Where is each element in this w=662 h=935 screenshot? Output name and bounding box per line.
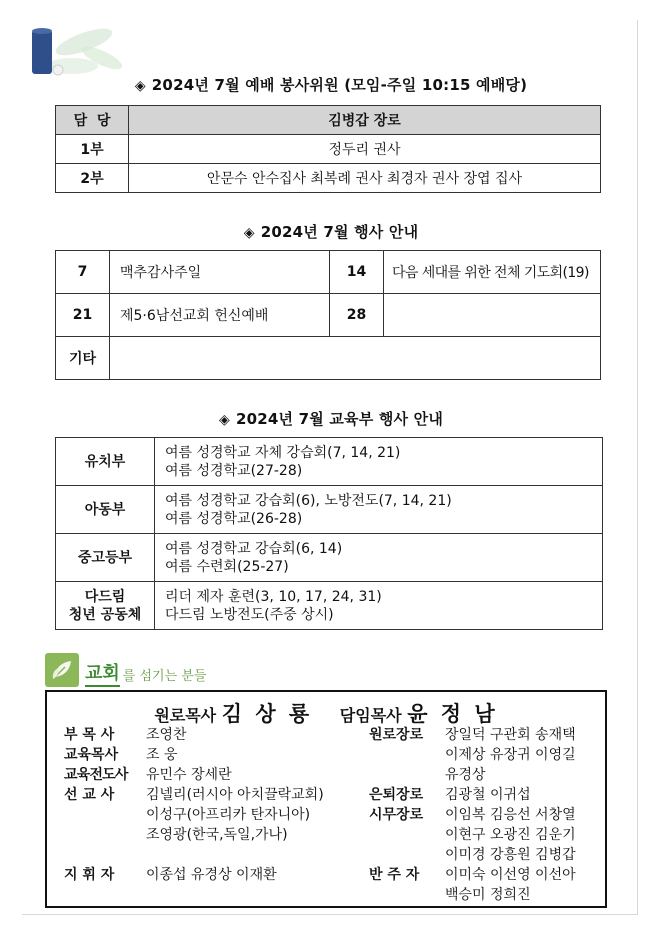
department-name: 아동부 (84, 501, 126, 518)
row-value: 안문수 안수집사 최복례 권사 최경자 권사 장엽 집사 (129, 164, 601, 193)
role-label (64, 845, 146, 865)
leaf-icon (45, 653, 79, 687)
list-item (64, 825, 324, 845)
list-item (369, 885, 576, 905)
staff-list-left (64, 725, 324, 885)
role-names: 장일덕 구관회 송재택 (445, 727, 576, 743)
service-committee-title: ◈ 2024년 7월 예배 봉사위원 (모임-주일 10:15 예배당) (134, 76, 528, 94)
role-names: 이현구 오광진 김운기 (445, 827, 576, 843)
heading-rest: 를 섬기는 분들 (122, 669, 207, 684)
event-line: 여름 성경학교 강습회(6), 노방전도(7, 14, 21) (165, 492, 452, 509)
role-label: 부 목 사 (64, 727, 115, 743)
table-row (56, 294, 601, 337)
table-row (56, 534, 603, 582)
event-date: 14 (330, 251, 384, 294)
emeritus-pastor-name: 김 상 룡 (221, 702, 313, 726)
role-names: 조영찬 (146, 727, 187, 743)
department-cell (56, 582, 155, 630)
list-item (64, 785, 324, 805)
row-label: 2부 (56, 164, 129, 193)
role-names: 이미경 강흥원 김병갑 (445, 847, 576, 863)
event-line: 다드림 노방전도(주중 상시) (165, 606, 334, 623)
table-row (56, 486, 603, 534)
row-label: 1부 (56, 135, 129, 164)
list-item (64, 845, 324, 865)
diamond-bullet-icon: ◈ (218, 412, 230, 428)
role-names: 조 웅 (146, 747, 178, 763)
role-names: 유경상 (445, 767, 486, 783)
education-events-title: ◈ 2024년 7월 교육부 행사 안내 (218, 410, 444, 428)
department-events (155, 438, 603, 486)
role-label (369, 765, 445, 785)
role-names: 이미숙 이선영 이선아 (445, 867, 576, 883)
diamond-bullet-icon: ◈ (243, 225, 255, 241)
role-names: 이성구(아프리카 탄자니아) (146, 807, 311, 823)
event-name: 맥추감사주일 (110, 251, 330, 294)
list-item (64, 745, 324, 765)
event-name: 제5·6남선교회 헌신예배 (110, 294, 330, 337)
role-names: 김넬리(러시아 아치끌락교회) (146, 787, 324, 803)
list-item (369, 825, 576, 845)
senior-pastor-name: 윤 정 남 (407, 702, 498, 726)
heading-word: 교회 (85, 663, 120, 687)
department-name-line2: 청년 공동체 (68, 606, 142, 623)
department-name: 다드림 (84, 588, 126, 605)
role-label: 원로장로 (369, 727, 424, 743)
role-label (369, 825, 445, 845)
role-label (369, 745, 445, 765)
diamond-bullet-icon: ◈ (134, 78, 146, 94)
role-names: 이임복 김응선 서창열 (445, 807, 576, 823)
table-row (56, 582, 603, 630)
role-label: 은퇴장로 (369, 787, 424, 803)
department-cell (56, 438, 155, 486)
role-names: 이제상 유장귀 이영길 (445, 747, 576, 763)
event-line: 여름 성경학교 강습회(6, 14) (165, 540, 343, 557)
department-events (155, 582, 603, 630)
role-label: 반 주 자 (369, 867, 420, 883)
table-row (56, 135, 601, 164)
list-item (369, 745, 576, 765)
service-committee-table (55, 105, 601, 193)
list-item (64, 725, 324, 745)
role-names: 조영광(한국,독일,가나) (146, 827, 288, 843)
header-value: 김병갑 장로 (129, 106, 601, 135)
role-label (64, 825, 146, 845)
list-item (64, 765, 324, 785)
role-label: 교육목사 (64, 747, 119, 763)
table-row (56, 164, 601, 193)
role-label (369, 845, 445, 865)
department-cell (56, 486, 155, 534)
list-item (64, 865, 324, 885)
event-date: 28 (330, 294, 384, 337)
events-table (55, 250, 601, 380)
church-servants-heading (45, 651, 345, 687)
list-item (369, 805, 576, 825)
event-line: 여름 성경학교(26-28) (165, 510, 303, 527)
list-item (369, 725, 576, 745)
senior-title: 담임목사 (339, 706, 402, 725)
role-label (369, 885, 445, 905)
role-label: 시무장로 (369, 807, 424, 823)
event-line: 여름 성경학교(27-28) (165, 462, 303, 479)
emeritus-title: 원로목사 (154, 706, 217, 725)
table-row (56, 251, 601, 294)
events-title: ◈ 2024년 7월 행사 안내 (243, 223, 419, 241)
table-row (56, 337, 601, 380)
role-label: 지 휘 자 (64, 867, 115, 883)
department-cell (56, 534, 155, 582)
education-events-table (55, 437, 603, 630)
department-events (155, 534, 603, 582)
role-label (64, 805, 146, 825)
event-line: 여름 성경학교 자체 강습회(7, 14, 21) (165, 444, 401, 461)
row-value: 정두리 권사 (129, 135, 601, 164)
table-row (56, 438, 603, 486)
department-name: 중고등부 (77, 549, 133, 566)
other-label: 기타 (56, 337, 110, 380)
list-item (369, 785, 576, 805)
role-names: 김광철 이귀섭 (445, 787, 531, 803)
list-item (369, 845, 576, 865)
other-value (110, 337, 601, 380)
pastors-heading (47, 698, 605, 728)
list-item (64, 805, 324, 825)
role-label: 교육전도사 (64, 767, 128, 783)
header-label: 담 당 (56, 106, 129, 135)
role-names: 유민수 장세란 (146, 767, 232, 783)
role-names: 이종섭 유경상 이재환 (146, 867, 277, 883)
role-names: 백승미 정희진 (445, 887, 531, 903)
department-events (155, 486, 603, 534)
pastors-box (45, 690, 607, 908)
event-date: 21 (56, 294, 110, 337)
event-line: 여름 수련회(25-27) (165, 558, 289, 575)
list-item (369, 865, 576, 885)
event-name (384, 294, 601, 337)
event-name: 다음 세대를 위한 전체 기도회(19) (384, 251, 601, 294)
event-date: 7 (56, 251, 110, 294)
list-item (369, 765, 576, 785)
department-name: 유치부 (84, 453, 126, 470)
event-line: 리더 제자 훈련(3, 10, 17, 24, 31) (165, 588, 382, 605)
role-label: 선 교 사 (64, 787, 115, 803)
staff-list-right (369, 725, 576, 905)
table-row (56, 106, 601, 135)
